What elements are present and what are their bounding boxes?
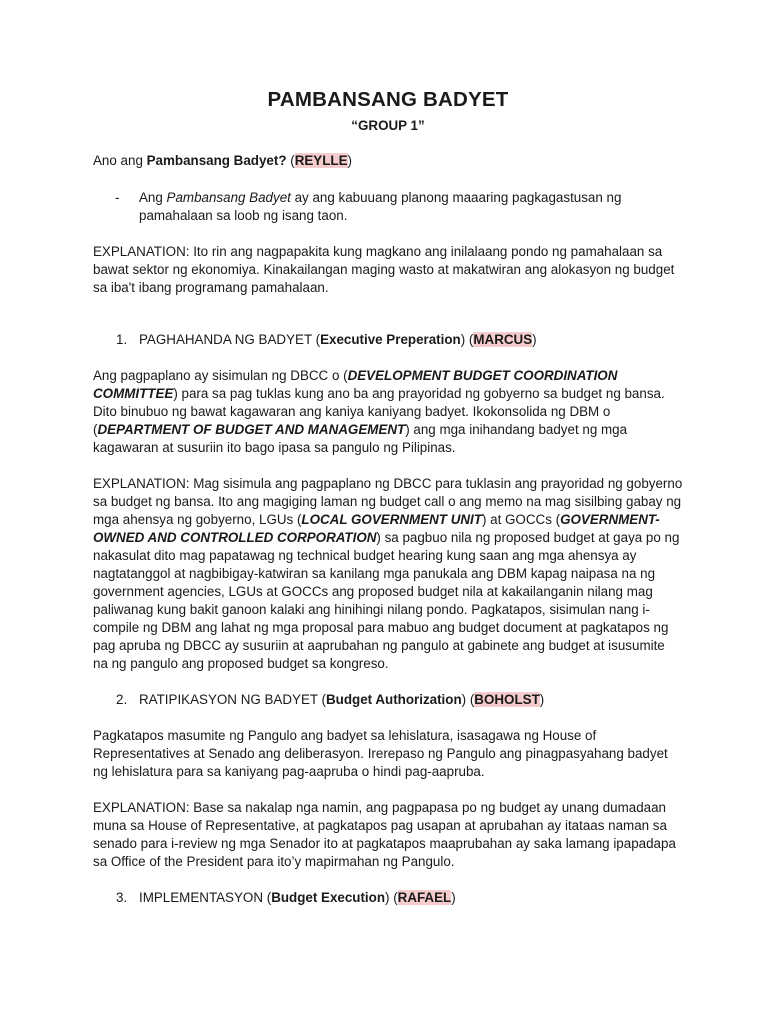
section-2-heading bbox=[93, 691, 683, 709]
explanation-paragraph: EXPLANATION: Ito rin ang nagpapakita kung magkano ang inilalaang pondo ng pamahalaan sa bawat sektor ng ekonomiya. Kinakailangan maging wasto at makatwiran ang alokasyon ng budget sa iba't ibang programang pamahalaan. bbox=[93, 244, 675, 295]
section-2-assignee-highlight: BOHOLST bbox=[474, 692, 540, 707]
text-run: ) at GOCCs ( bbox=[481, 512, 561, 527]
dash-bullet: - bbox=[115, 190, 120, 205]
dbm-term: DEPARTMENT OF BUDGET AND MANAGEMENT bbox=[97, 422, 406, 437]
section-1-heading bbox=[93, 331, 683, 349]
page-subtitle: “GROUP 1” bbox=[351, 118, 425, 133]
definition-item bbox=[93, 189, 683, 225]
section-1-separator: ) ( bbox=[460, 332, 474, 347]
paren-close: ) bbox=[451, 890, 456, 905]
section-number: 1. bbox=[116, 332, 128, 347]
section-1-paragraph bbox=[93, 367, 683, 457]
intro-question-term: Pambansang Badyet? bbox=[146, 153, 287, 168]
paren-close: ) bbox=[347, 153, 352, 168]
definition-pre: Ang bbox=[139, 190, 167, 205]
section-2-term: Budget Authorization bbox=[326, 692, 462, 707]
section-3-separator: ) ( bbox=[385, 890, 398, 905]
document-body bbox=[93, 88, 683, 907]
text-run: ) ang mga inihandang badyet ng mga kagawaran at susuriin ito bago ipasa sa pangulo ng Pilipinas. bbox=[93, 422, 628, 455]
paren-close: ) bbox=[539, 692, 545, 707]
definition-term: Pambansang Badyet bbox=[166, 190, 291, 205]
paren-open: ( bbox=[286, 153, 295, 168]
section-2-explanation: EXPLANATION: Base sa nakalap nga namin, ang pagpapasa po ng budget ay unang dumadaan muna sa House of Representative, at pagkatapos pag usapan at aprubahan ay itataas naman sa senado para i-review ng mga Senador ito at pagkatapos maaprubahan ay saka lamang ipapadapa sa Office of the President para ito’y mapirmahan ng Pangulo. bbox=[93, 800, 676, 869]
section-number: 2. bbox=[116, 692, 128, 707]
section-2-title: RATIPIKASYON NG BADYET ( bbox=[139, 692, 327, 707]
dbcc-term: DEVELOPMENT BUDGET COORDINATION COMMITTEE bbox=[93, 368, 618, 401]
lgu-term: LOCAL GOVERNMENT UNIT bbox=[301, 512, 482, 527]
section-1-term: Executive Preperation bbox=[320, 332, 461, 347]
section-2-separator: ) ( bbox=[461, 692, 475, 707]
text-run: Ang pagpaplano ay sisimulan ng DBCC o ( bbox=[93, 368, 348, 383]
text-run: EXPLANATION: Mag sisimula ang pagpaplano ng DBCC para tuklasin ang prayoridad ng gobyerno sa budget ng bansa. Ito ang magiging laman ng budget call o ang memo na mag sisilbing gabay ng mga ahensya ng gobyerno, LGUs ( bbox=[93, 476, 683, 527]
intro-question-prefix: Ano ang bbox=[93, 153, 147, 168]
section-3-term: Budget Execution bbox=[271, 890, 386, 905]
section-3-assignee-highlight: RAFAEL bbox=[397, 890, 452, 905]
definition-text: ay ang kabuuang planong maaaring pagkagastusan ng pamahalaan sa loob ng isang taon. bbox=[139, 190, 622, 223]
page-title: PAMBANSANG BADYET bbox=[267, 88, 509, 111]
gocc-term: GOVERNMENT-OWNED AND CONTROLLED CORPORATION bbox=[93, 512, 660, 545]
text-run: ) para sa pag tuklas kung ano ba ang prayoridad ng gobyerno sa budget ng bansa. Dito binubuo ng bawat kagawaran ang kaniya kaniyang badyet. Ikokonsolida ng DBM o ( bbox=[93, 386, 665, 437]
text-run: ) sa pagbuo nila ng proposed budget at gaya po ng nakasulat dito mag papatawag ng technical budget hearing kung saan ang mga ahensya ay nagtatanggol at nagbibigay-katwiran sa kanilang mga panukala ang DBM kapag naipasa na ng government agencies, LGUs at GOCCs ang proposed budget nila at kakailanganin nilang mag paliwanag kung bakit ganoon kalaki ang hinihingi nilang pondo. Pagkatapos, sisimulan nang i-compile ng DBM ang lahat ng mga proposal para mabuo ang budget document at pagkatapos ng pag apruba ng DBCC ay susuriin at aaprubahan ng pangulo at gabinete ang budget at isusumite na ng pangulo ang proposed budget sa kongreso. bbox=[93, 530, 680, 671]
section-1-title: PAGHAHANDA NG BADYET ( bbox=[139, 332, 321, 347]
section-3-heading bbox=[93, 889, 683, 907]
intro-assignee-highlight: REYLLE bbox=[294, 153, 348, 168]
section-number: 3. bbox=[116, 890, 128, 905]
intro-question bbox=[93, 152, 683, 170]
paren-close: ) bbox=[532, 332, 537, 347]
section-1-assignee-highlight: MARCUS bbox=[473, 332, 533, 347]
section-3-title: IMPLEMENTASYON ( bbox=[139, 890, 272, 905]
section-1-explanation bbox=[93, 475, 683, 673]
section-2-paragraph: Pagkatapos masumite ng Pangulo ang badyet sa lehislatura, isasagawa ng House of Representatives at Senado ang deliberasyon. Irerepaso ng Pangulo ang pinagpasyahang badyet ng lehislatura para sa kaniyang pag-aapruba o hindi pag-aapruba. bbox=[93, 728, 668, 779]
